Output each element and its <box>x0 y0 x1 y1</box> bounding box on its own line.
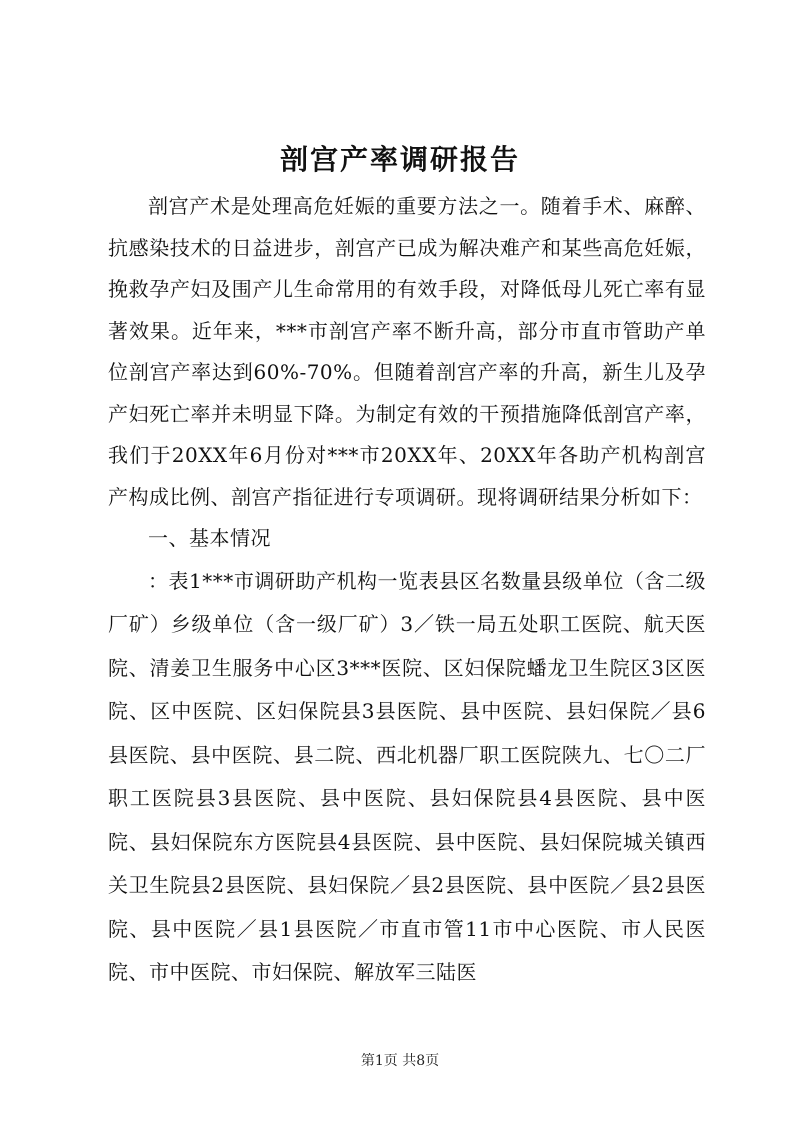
table-paragraph: ：表1***市调研助产机构一览表县区名数量县级单位（含二级厂矿）乡级单位（含一级厂矿）3／铁一局五处职工医院、航天医院、清姜卫生服务中心区3***医院、区妇保院蟠龙卫生院区3区医院、区中医院、区妇保院县3县医院、县中医院、县妇保院／县6县医院、县中医院、县二院、西北机器厂职工医院陕九、七〇二厂职工医院县3县医院、县中医院、县妇保院县4县医院、县中医院、县妇保院东方医院县4县医院、县中医院、县妇保院城关镇西关卫生院县2县医院、县妇保院／县2县医院、县中医院／县2县医院、县中医院／县1县医院／市直市管11市中心医院、市人民医院、市中医院、市妇保院、解放军三陆医 <box>108 568 706 984</box>
document-title: 剖宫产率调研报告 <box>279 143 520 176</box>
intro-paragraph: 剖宫产术是处理高危妊娠的重要方法之一。随着手术、麻醉、抗感染技术的日益进步，剖宫产已成为解决难产和某些高危妊娠，挽救孕产妇及围产儿生命常用的有效手段，对降低母儿死亡率有显著效果。近年来，***市剖宫产率不断升高，部分市直市管助产单位剖宫产率达到60%-70%。但随着剖宫产率的升高，新生儿及孕产妇死亡率并未明显下降。为制定有效的干预措施降低剖宫产率，我们于20XX年6月份对***市20XX年、20XX年各助产机构剖宫产构成比例、剖宫产指征进行专项调研。现将调研结果分析如下： <box>108 194 706 509</box>
document-body <box>108 186 706 995</box>
page-number-footer: 第1页 共8页 <box>360 1053 440 1069</box>
section-heading: 一、基本情况 <box>148 526 271 550</box>
